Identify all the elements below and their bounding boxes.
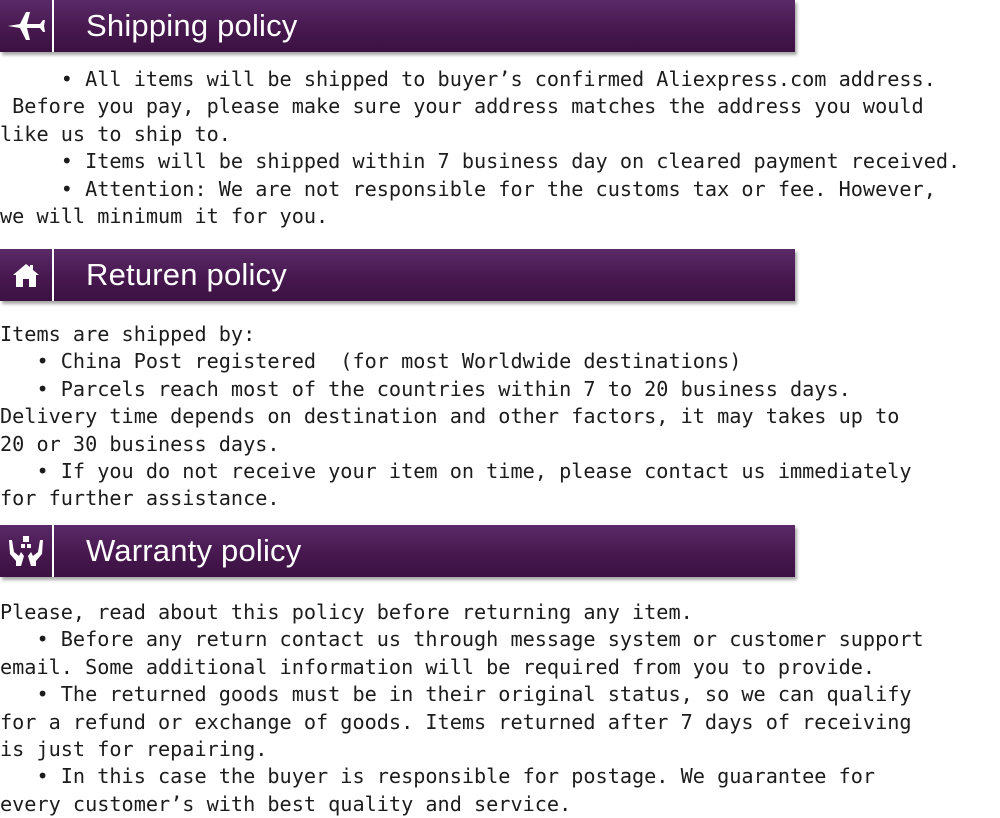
text-line: • Before any return contact us through message system or customer support xyxy=(0,627,924,652)
text-line: we will minimum it for you. xyxy=(0,203,329,228)
text-line: is just for repairing. xyxy=(0,736,268,761)
banner-divider xyxy=(52,249,54,301)
banner-divider xyxy=(52,525,54,577)
section-title: Shipping policy xyxy=(86,8,298,43)
banner-divider xyxy=(52,0,54,52)
text-line: Items are shipped by: xyxy=(0,322,256,346)
text-line: for a refund or exchange of goods. Items returned after 7 days of receiving xyxy=(0,709,912,734)
shipping-policy-text xyxy=(0,66,1000,230)
house-icon xyxy=(0,249,52,301)
text-line: • Parcels reach most of the countries within 7 to 20 business days. xyxy=(0,376,851,401)
text-line: for further assistance. xyxy=(0,486,280,511)
warranty-policy-banner xyxy=(0,525,795,577)
warranty-policy-text xyxy=(0,599,1000,818)
text-line: Before you pay, please make sure your address matches the address you would xyxy=(0,94,924,119)
text-line: • China Post registered (for most Worldwide destinations) xyxy=(0,349,742,374)
shipping-policy-banner xyxy=(0,0,795,52)
text-line: 20 or 30 business days. xyxy=(0,431,280,456)
text-line: • Attention: We are not responsible for the customs tax or fee. However, xyxy=(0,176,936,201)
hands-icon xyxy=(0,525,52,577)
text-line: email. Some additional information will be required from you to provide. xyxy=(0,654,876,679)
return-policy-banner xyxy=(0,249,795,301)
text-line: • If you do not receive your item on time, please contact us immediately xyxy=(0,458,912,483)
section-title: Returen policy xyxy=(86,257,287,292)
section-title: Warranty policy xyxy=(86,533,302,568)
text-line: Please, read about this policy before returning any item. xyxy=(0,600,693,624)
text-line: • In this case the buyer is responsible for postage. We guarantee for xyxy=(0,764,876,789)
text-line: • Items will be shipped within 7 business day on cleared payment received. xyxy=(0,149,961,174)
text-line: every customer’s with best quality and service. xyxy=(0,791,572,816)
text-line: • The returned goods must be in their original status, so we can qualify xyxy=(0,682,912,707)
text-line: Delivery time depends on destination and other factors, it may takes up to xyxy=(0,404,900,429)
return-policy-text xyxy=(0,321,1000,513)
airplane-icon xyxy=(0,0,52,52)
text-line: • All items will be shipped to buyer’s confirmed Aliexpress.com address. xyxy=(0,67,936,91)
text-line: like us to ship to. xyxy=(0,121,231,146)
